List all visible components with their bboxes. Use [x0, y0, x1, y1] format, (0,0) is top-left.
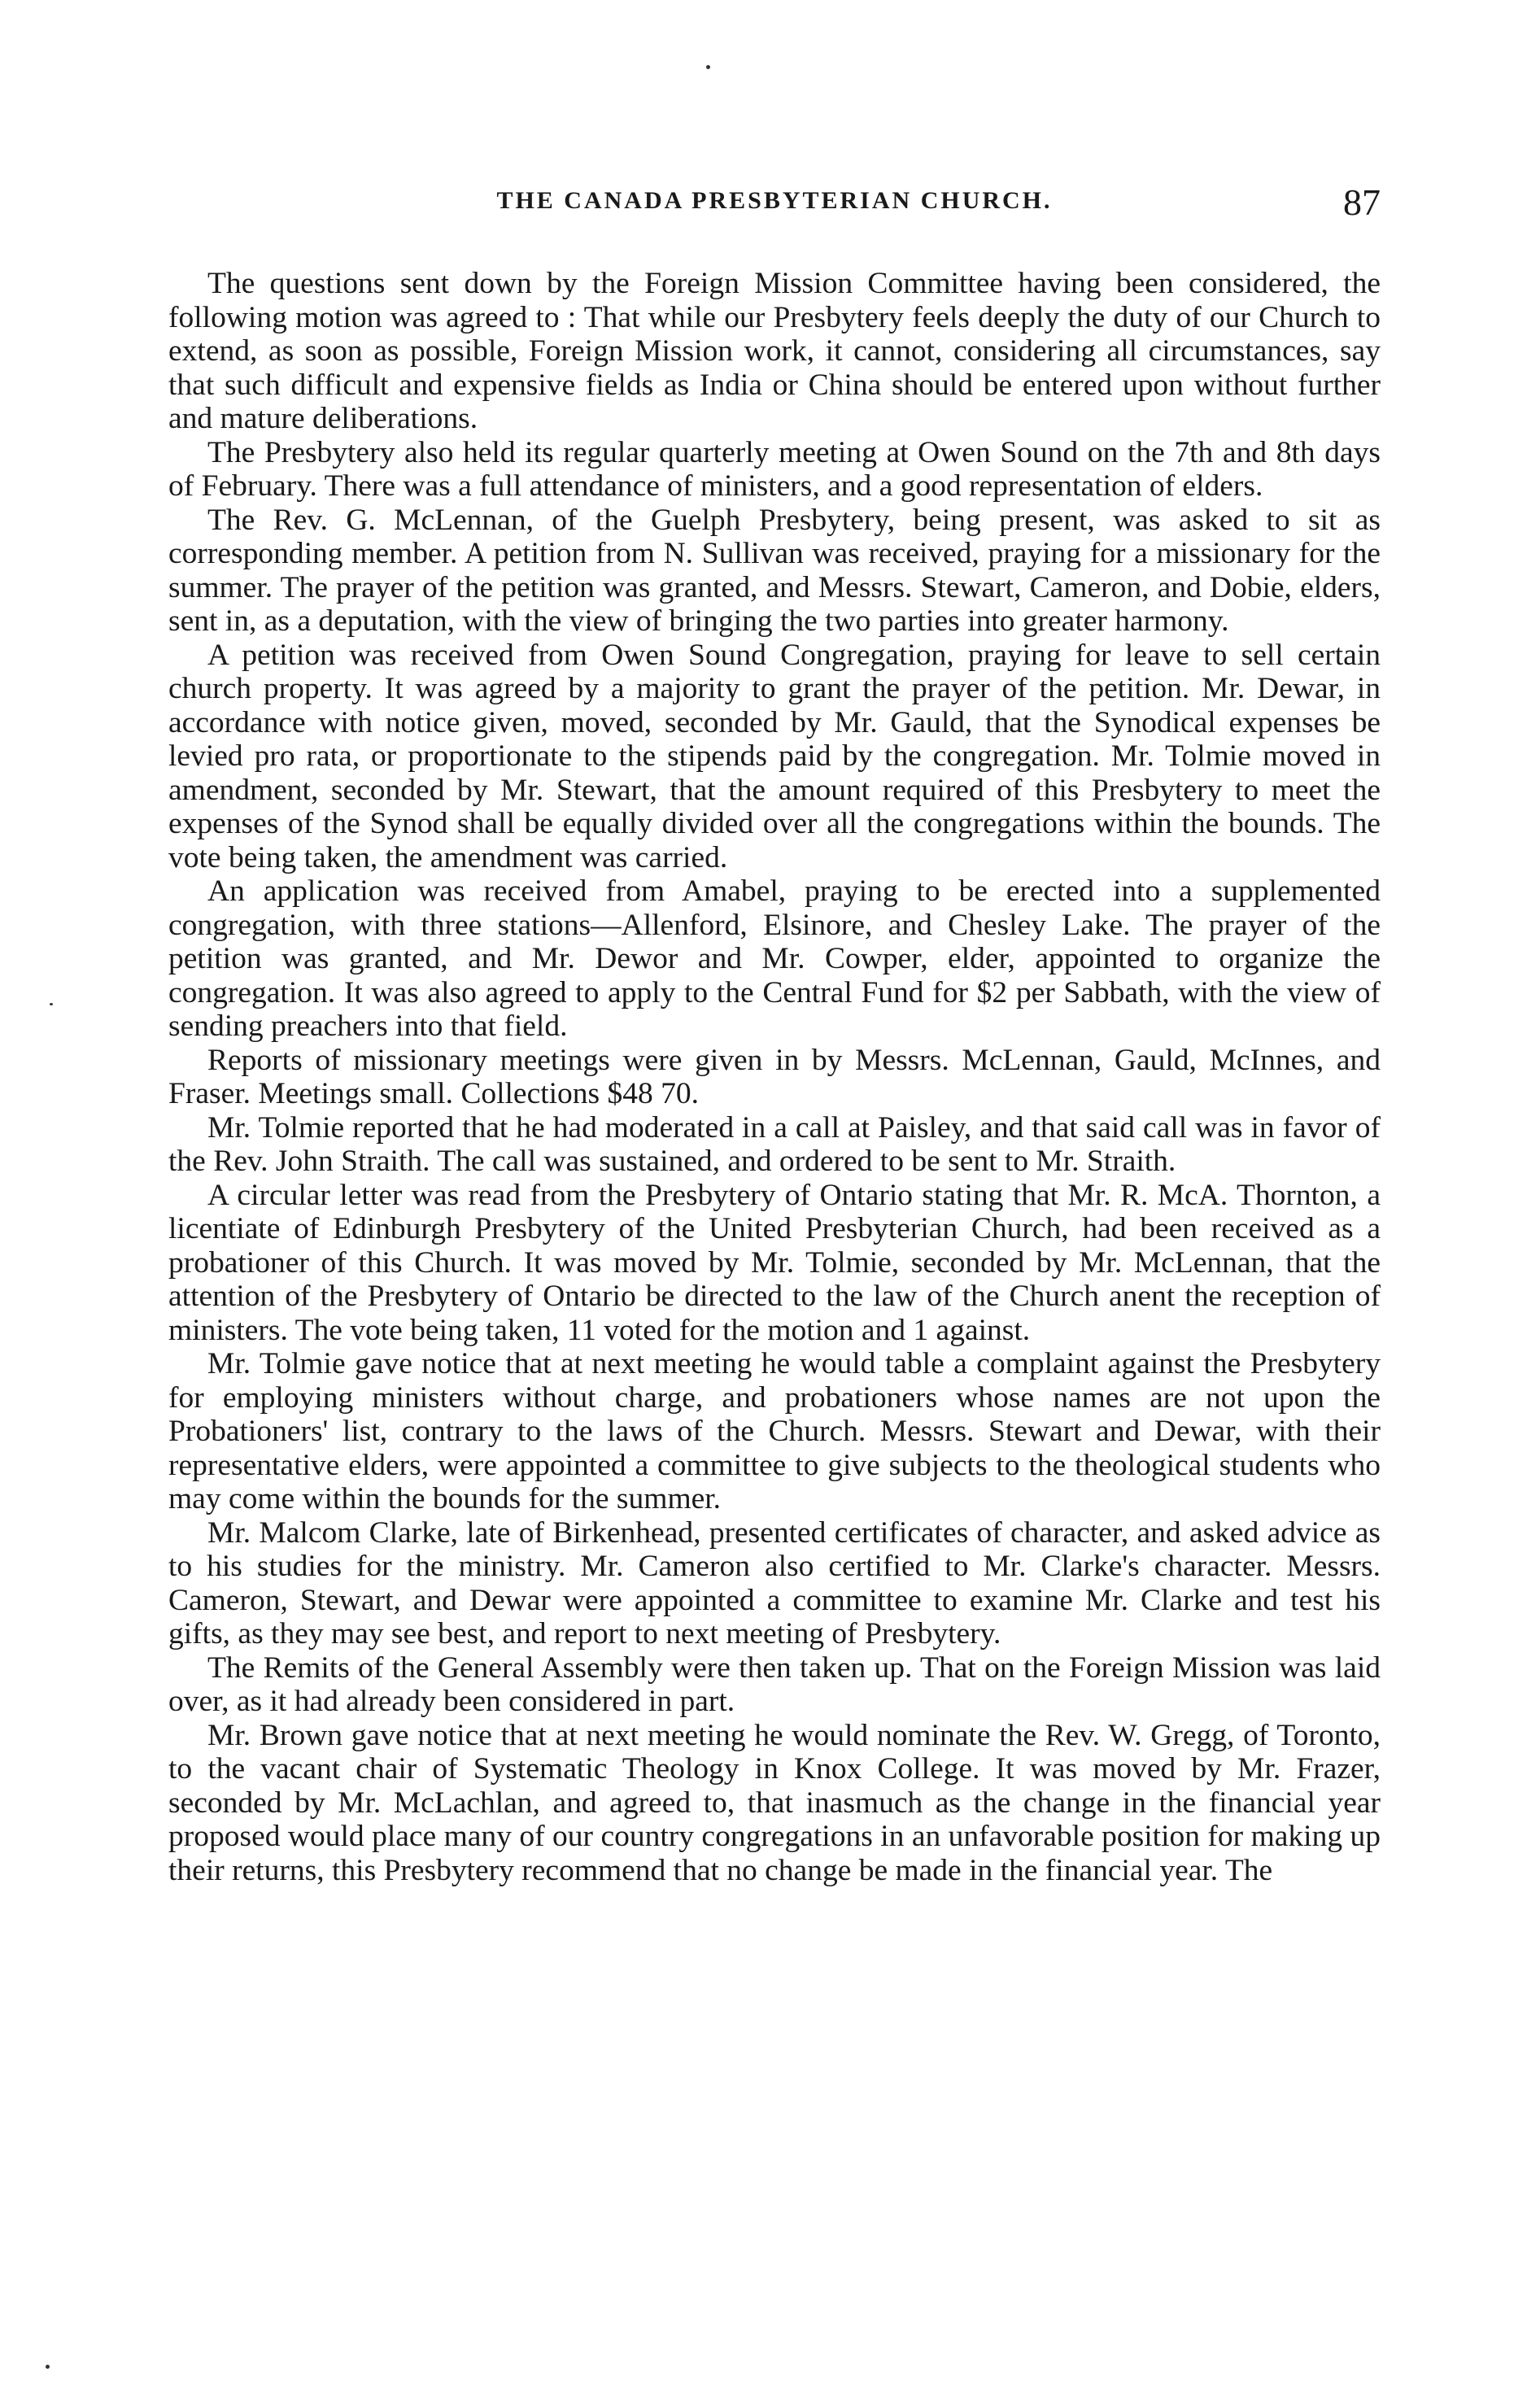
running-title: THE CANADA PRESBYTERIAN CHURCH. — [496, 187, 1053, 214]
page-header — [168, 181, 1381, 229]
page-number: 87 — [1343, 181, 1381, 223]
paragraph-quarterly-meeting: The Presbytery also held its regular quarterly meeting at Owen Sound on the 7th and 8th days of February. There was a full attendance of ministers, and a good representation of elders. — [168, 435, 1381, 503]
paragraph-missionary-reports: Reports of missionary meetings were given in by Messrs. McLennan, Gauld, McInnes, and Fraser. Meetings small. Collections $48 70. — [168, 1043, 1381, 1110]
body-text — [168, 267, 1381, 1887]
paragraph-ontario-circular: A circular letter was read from the Presbytery of Ontario stating that Mr. R. McA. Thornton, a licentiate of Edinburgh Presbytery of the United Presbyterian Church, had been received as a probationer of this Church. It was moved by Mr. Tolmie, seconded by Mr. McLennan, that the attention of the Presbytery of Ontario be directed to the law of the Church anent the reception of ministers. The vote being taken, 11 voted for the motion and 1 against. — [168, 1178, 1381, 1347]
paragraph-brown-notice: Mr. Brown gave notice that at next meeting he would nominate the Rev. W. Gregg, of Toronto, to the vacant chair of Systematic Theology in Knox College. It was moved by Mr. Frazer, seconded by Mr. McLachlan, and agreed to, that inasmuch as the change in the financial year proposed would place many of our country congregations in an unfavorable position for making up their returns, this Presbytery recommend that no change be made in the financial year. The — [168, 1718, 1381, 1887]
paragraph-tolmie-notice: Mr. Tolmie gave notice that at next meeting he would table a complaint against the Presbytery for employing ministers without charge, and probationers whose names are not upon the Probationers' list, contrary to the laws of the Church. Messrs. Stewart and Dewar, with their representative elders, were appointed a committee to give subjects to the theological students who may come within the bounds for the summer. — [168, 1347, 1381, 1515]
ink-speck — [46, 2365, 50, 2369]
paragraph-amabel-application: An application was received from Amabel, praying to be erected into a supplemented congregation, with three stations—Allenford, Elsinore, and Chesley Lake. The prayer of the petition was granted, and Mr. Dewor and Mr. Cowper, elder, appointed to organize the congregation. It was also agreed to apply to the Central Fund for $2 per Sabbath, with the view of sending preachers into that field. — [168, 874, 1381, 1043]
paragraph-foreign-mission-motion: The questions sent down by the Foreign Mission Committee having been considered, the following motion was agreed to : That while our Presbytery feels deeply the duty of our Church to extend, as soon as possible, Foreign Mission work, it cannot, considering all circumstances, say that such difficult and expensive fields as India or China should be entered upon without further and mature deliberations. — [168, 267, 1381, 435]
ink-speck — [706, 65, 710, 69]
paragraph-owen-sound-petition: A petition was received from Owen Sound Congregation, praying for leave to sell certain church property. It was agreed by a majority to grant the prayer of the petition. Mr. Dewar, in accordance with notice given, moved, seconded by Mr. Gauld, that the Synodical expenses be levied pro rata, or proportionate to the stipends paid by the congregation. Mr. Tolmie moved in amendment, seconded by Mr. Stewart, that the amount required of this Presbytery to meet the expenses of the Synod shall be equally divided over all the congregations within the bounds. The vote being taken, the amendment was carried. — [168, 638, 1381, 874]
paragraph-paisley-call: Mr. Tolmie reported that he had moderated in a call at Paisley, and that said call was in favor of the Rev. John Straith. The call was sustained, and ordered to be sent to Mr. Straith. — [168, 1110, 1381, 1178]
paragraph-sullivan-petition: The Rev. G. McLennan, of the Guelph Presbytery, being present, was asked to sit as corresponding member. A petition from N. Sullivan was received, praying for a missionary for the summer. The prayer of the petition was granted, and Messrs. Stewart, Cameron, and Dobie, elders, sent in, as a deputation, with the view of bringing the two parties into greater harmony. — [168, 503, 1381, 638]
ink-speck — [50, 1003, 53, 1005]
paragraph-general-assembly-remits: The Remits of the General Assembly were then taken up. That on the Foreign Mission was laid over, as it had already been considered in part. — [168, 1650, 1381, 1718]
paragraph-clarke-certificates: Mr. Malcom Clarke, late of Birkenhead, presented certificates of character, and asked advice as to his studies for the ministry. Mr. Cameron also certified to Mr. Clarke's character. Messrs. Cameron, Stewart, and Dewar were appointed a committee to examine Mr. Clarke and test his gifts, as they may see best, and report to next meeting of Presbytery. — [168, 1515, 1381, 1650]
